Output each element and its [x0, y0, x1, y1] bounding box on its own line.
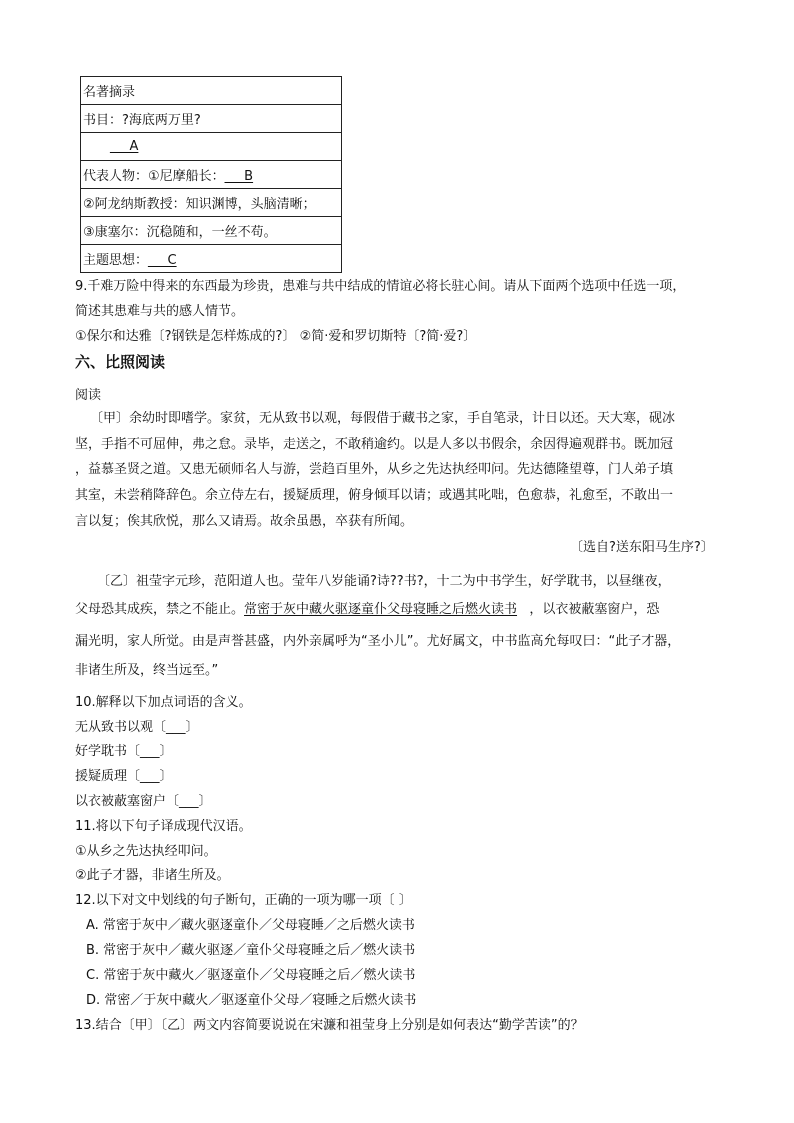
- blank-b: ___B: [224, 169, 254, 184]
- passage-line: ，益慕圣贤之道。又患无硕师名人与游，尝趋百里外，从乡之先达执经叩问。先达德隆望尊，门人弟子填: [75, 462, 674, 478]
- table-row: [81, 217, 342, 245]
- table-cell: [81, 245, 342, 273]
- table-row: [81, 245, 342, 273]
- q11-item: ①从乡之先达执经叩问。: [75, 844, 217, 859]
- blank-c: ___C: [148, 253, 177, 268]
- passage-line: 言以复；俟其欣悦，那么又请焉。故余虽愚，卒获有所闻。: [75, 513, 414, 529]
- passage-source: 〔选自?送东阳马生序?〕: [570, 540, 714, 555]
- section-title: 六、比照阅读: [75, 353, 166, 371]
- q12-option-c: C. 常密于灰中藏火／驱逐童仆／父母寝睡之后／燃火读书: [86, 968, 416, 983]
- passage-line: 其室，未尝稍降辞色。余立侍左右，援疑质理，俯身倾耳以请；或遇其叱咄，色愈恭，礼愈至，不敢出一: [75, 488, 674, 504]
- passage-yi-line1: 〔乙〕祖莹字元珍，范阳道人也。莹年八岁能诵?诗??书?，十二为中书学生，好学耽书，以昼继夜，: [97, 574, 671, 589]
- table-cell: 书目：?海底两万里?: [81, 105, 342, 133]
- q10-item: 好学耽书〔___〕: [75, 744, 173, 759]
- q11-item: ②此子才器，非诸生所及。: [75, 868, 230, 883]
- q12-option-a: A. 常密于灰中／藏火驱逐童仆／父母寝睡／之后燃火读书: [86, 918, 415, 933]
- theme-label: 主题思想：: [83, 253, 149, 268]
- q9-line1: 9.千难万险中得来的东西最为珍贵，患难与共中结成的情谊必将长驻心间。请从下面两个选项中任选一项，: [75, 279, 686, 294]
- table-cell: ③康塞尔：沉稳随和，一丝不苟。: [81, 217, 342, 245]
- passage-jia: [75, 406, 721, 535]
- table-cell: [81, 133, 342, 161]
- reading-label: 阅读: [75, 388, 102, 403]
- table-row: [81, 161, 342, 189]
- q11-title: 11.将以下句子译成现代汉语。: [75, 819, 252, 834]
- passage-yi-line3: 漏光明，家人所觉。由是声誉甚盛，内外亲属呼为“圣小儿”。尤好属文，中书监高允每叹曰：“此子才器，: [75, 634, 681, 649]
- passage-yi-line2: [75, 600, 659, 620]
- passage-text: 父母恐其成疾，禁之不能止。: [75, 602, 245, 617]
- q9-line2: 简述其患难与共的感人情节。: [75, 304, 245, 319]
- q9-options: ①保尔和达雅〔?钢铁是怎样炼成的?〕 ②简·爱和罗切斯特〔?简·爱?〕: [75, 329, 477, 344]
- q12-title: 12.以下对文中划线的句子断句，正确的一项为哪一项〔 〕: [75, 893, 412, 908]
- characters-label: 代表人物：①尼摩船长：: [83, 169, 225, 184]
- underlined-sentence: 常密于灰中藏火驱逐童仆父母寝睡之后燃火读书: [244, 602, 518, 617]
- q10-title: 10.解释以下加点词语的含义。: [75, 695, 252, 710]
- table-cell: 名著摘录: [81, 77, 342, 105]
- book-notes-table: [80, 76, 342, 273]
- table-row: [81, 189, 342, 217]
- q12-option-b: B. 常密于灰中／藏火驱逐／童仆父母寝睡之后／燃火读书: [86, 943, 416, 958]
- q13-title: 13.结合〔甲〕〔乙〕两文内容简要说说在宋濂和祖莹身上分别是如何表达“勤学苦读”的？: [75, 1018, 584, 1033]
- table-cell: [81, 161, 342, 189]
- blank-a: ___A: [110, 139, 139, 154]
- q10-item: 以衣被蔽塞窗户〔___〕: [75, 794, 212, 809]
- passage-text: ，以衣被蔽塞窗户，恐: [517, 602, 660, 617]
- passage-line: 〔甲〕余幼时即嗜学。家贫，无从致书以观，每假借于藏书之家，手自笔录，计日以还。天大寒，砚冰: [90, 411, 676, 426]
- q12-option-d: D. 常密／于灰中藏火／驱逐童仆父母／寝睡之后燃火读书: [86, 993, 417, 1008]
- table-row: [81, 133, 342, 161]
- table-row: [81, 77, 342, 105]
- q10-item: 无从致书以观〔___〕: [75, 720, 199, 735]
- table-row: [81, 105, 342, 133]
- passage-yi-line4: 非诸生所及，终当远至。”: [75, 663, 219, 678]
- q10-item: 援疑质理〔___〕: [75, 769, 173, 784]
- table-cell: ②阿龙纳斯教授：知识渊博，头脑清晰；: [81, 189, 342, 217]
- passage-line: 坚，手指不可屈伸，弗之怠。录毕，走送之，不敢稍逾约。以是人多以书假余，余因得遍观群书。既加冠: [75, 436, 674, 452]
